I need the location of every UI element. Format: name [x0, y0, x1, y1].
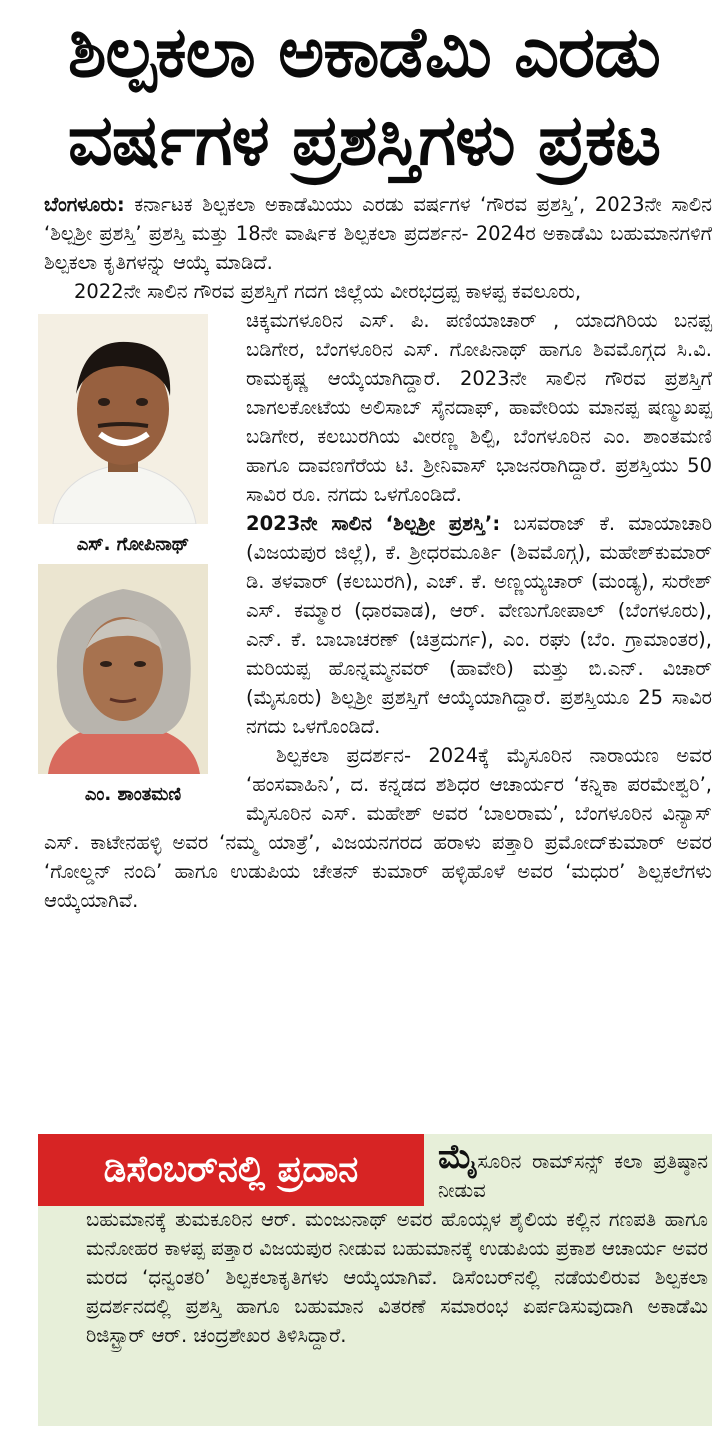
portrait-gopinath-image	[38, 314, 208, 524]
headline-line-2: ವರ್ಷಗಳ ಪ್ರಶಸ್ತಿಗಳು ಪ್ರಕಟ	[67, 99, 661, 181]
callout-title: ಡಿಸೆಂಬರ್‌ನಲ್ಲಿ ಪ್ರದಾನ	[38, 1134, 424, 1206]
dateline: ಬೆಂಗಳೂರು:	[44, 193, 125, 216]
paragraph-honor-rest: ಚಿಕ್ಕಮಗಳೂರಿನ ಎಸ್. ಪಿ. ಪಣಿಯಾಚಾರ್ , ಯಾದಗಿರಿಯ ಬನಪ್ಪ ಬಡಿಗೇರ, ಬೆಂಗಳೂರಿನ ಎಸ್. ಗೋಪಿನಾಥ್ ಹಾಗೂ ಶಿವಮೊಗ್ಗದ ಸಿ.ವಿ. ರಾಮಕೃಷ್ಣ ಆಯ್ಕೆಯಾಗಿದ್ದಾರೆ. 2023ನೇ ಸಾಲಿನ ಗೌರವ ಪ್ರಶಸ್ತಿಗೆ ಬಾಗಲಕೋಟೆಯ ಅಲಿಸಾಬ್ ಸೈನದಾಫ್, ಹಾವೇರಿಯ ಮಾನಪ್ಪ ಷಣ್ಮುಖಪ್ಪ ಬಡಿಗೇರ, ಕಲಬುರಗಿಯ ವೀರಣ್ಣ ಶಿಲ್ಪಿ, ಬೆಂಗಳೂರಿನ ಎಂ. ಶಾಂತಮಣಿ ಹಾಗೂ ದಾವಣಗೆರೆಯ ಟಿ. ಶ್ರೀನಿವಾಸ್ ಭಾಜನರಾಗಿದ್ದಾರೆ. ಪ್ರಶಸ್ತಿಯು 50 ಸಾವಿರ ರೂ. ನಗದು ಒಳಗೊಂಡಿದೆ.	[246, 309, 712, 506]
callout-lead-text: ಸೂರಿನ ರಾಮ್‌ಸನ್ಸ್ ಕಲಾ ಪ್ರತಿಷ್ಠಾನ ನೀಡುವ	[438, 1150, 708, 1202]
paragraph-intro	[44, 190, 712, 277]
caption-gopinath: ಎಸ್. ಗೋಪಿನಾಥ್	[76, 534, 190, 555]
portrait-shanthamani-image	[38, 564, 208, 774]
callout-body: ಬಹುಮಾನಕ್ಕೆ ತುಮಕೂರಿನ ಆರ್. ಮಂಜುನಾಥ್ ಅವರ ಹೊಯ್ಸಳ ಶೈಲಿಯ ಕಲ್ಲಿನ ಗಣಪತಿ ಹಾಗೂ ಮನೋಹರ ಕಾಳಪ್ಪ ಪತ್ತಾರ ವಿಜಯಪುರ ನೀಡುವ ಬಹುಮಾನಕ್ಕೆ ಉಡುಪಿಯ ಪ್ರಕಾಶ ಆಚಾರ್ಯ ಅವರ ಮರದ ‘ಧನ್ವಂತರಿ’ ಶಿಲ್ಪಕಲಾಕೃತಿಗಳು ಆಯ್ಕೆಯಾಗಿವೆ. ಡಿಸೆಂಬರ್‌ನಲ್ಲಿ ನಡೆಯಲಿರುವ ಶಿಲ್ಪಕಲಾ ಪ್ರದರ್ಶನದಲ್ಲಿ ಪ್ರಶಸ್ತಿ ಹಾಗೂ ಬಹುಮಾನ ವಿತರಣೆ ಸಮಾರಂಭ ಏರ್ಪಡಿಸುವುದಾಗಿ ಅಕಾಡೆಮಿ ರಿಜಿಸ್ಟ್ರಾರ್ ಆರ್. ಚಂದ್ರಶೇಖರ ತಿಳಿಸಿದ್ದಾರೆ.	[86, 1208, 708, 1347]
callout-dropcap: ಮೈ	[438, 1137, 478, 1177]
paragraph-exhibition: ಶಿಲ್ಪಕಲಾ ಪ್ರದರ್ಶನ- 2024ಕ್ಕೆ ಮೈಸೂರಿನ ನಾರಾಯಣ ಅವರ ‘ಹಂಸವಾಹಿನಿ’, ದ. ಕನ್ನಡದ ಶಶಿಧರ ಆಚಾರ್ಯರ ‘ಕನ್ನಿಕಾ ಪರಮೇಶ್ವರಿ’, ಮೈಸೂರಿನ ಎಸ್. ಮಹೇಶ್ ಅವರ ‘ಬಾಲರಾಮ’, ಬೆಂಗಳೂರಿನ ವಿನ್ಯಾಸ್ ಎಸ್. ಕಾಟೇನಹಳ್ಳಿ ಅವರ ‘ನಮ್ಮ ಯಾತ್ರೆ’, ವಿಜಯನಗರದ ಹರಾಳು ಪತ್ತಾರಿ ಪ್ರಮೋದ್‌ಕುಮಾರ್ ಅವರ ‘ಗೋಲ್ಡನ್ ನಂದಿ’ ಹಾಗೂ ಉಡುಪಿಯ ಚೇತನ್ ಕುಮಾರ್ ಹಳ್ಳಿಹೊಳೆ ಅವರ ‘ಮಧುರ’ ಶಿಲ್ಪಕಲೆಗಳು ಆಯ್ಕೆಯಾಗಿವೆ.	[44, 744, 712, 912]
headline-line-1: ಶಿಲ್ಪಕಲಾ ಅಕಾಡೆಮಿ ಎರಡು	[68, 11, 660, 93]
caption-shanthamani: ಎಂ. ಶಾಂತಮಣಿ	[84, 784, 182, 805]
paragraph-intro-text: ಕರ್ನಾಟಕ ಶಿಲ್ಪಕಲಾ ಅಕಾಡೆಮಿಯು ಎರಡು ವರ್ಷಗಳ ‘ಗೌರವ ಪ್ರಶಸ್ತಿ’, 2023ನೇ ಸಾಲಿನ ‘ಶಿಲ್ಪಶ್ರೀ ಪ್ರಶಸ್ತಿ’ ಪ್ರಶಸ್ತಿ ಮತ್ತು 18ನೇ ವಾರ್ಷಿಕ ಶಿಲ್ಪಕಲಾ ಪ್ರದರ್ಶನ- 2024ರ ಅಕಾಡೆಮಿ ಬಹುಮಾನಗಳಿಗೆ ಶಿಲ್ಪಕಲಾ ಕೃತಿಗಳನ್ನು ಆಯ್ಕೆ ಮಾಡಿದೆ.	[44, 193, 712, 274]
shilpashri-subhead: 2023ನೇ ಸಾಲಿನ ‘ಶಿಲ್ಪಶ್ರೀ ಪ್ರಶಸ್ತಿ’:	[246, 512, 501, 535]
headline	[0, 8, 728, 184]
portrait-photo-shanthamani	[38, 564, 208, 774]
paragraph-shilpashri-text: ಬಸವರಾಜ್ ಕೆ. ಮಾಯಾಚಾರಿ (ವಿಜಯಪುರ ಜಿಲ್ಲೆ), ಕೆ. ಶ್ರೀಧರಮೂರ್ತಿ (ಶಿವಮೊಗ್ಗ), ಮಹೇಶ್‌ಕುಮಾರ್ ಡಿ. ತಳವಾರ್ (ಕಲಬುರಗಿ), ಎಚ್. ಕೆ. ಅಣ್ಣಯ್ಯಚಾರ್ (ಮಂಡ್ಯ), ಸುರೇಶ್ ಎಸ್. ಕಮ್ಮಾರ (ಧಾರವಾಡ), ಆರ್. ವೇಣುಗೋಪಾಲ್ (ಬೆಂಗಳೂರು), ಎನ್. ಕೆ. ಬಾಬಾಚರಣ್ (ಚಿತ್ರದುರ್ಗ), ಎಂ. ರಘು (ಬೆಂ. ಗ್ರಾಮಾಂತರ), ಮರಿಯಪ್ಪ ಹೊನ್ನಮ್ಮನವರ್ (ಹಾವೇರಿ) ಮತ್ತು ಬಿ.ಎನ್. ವಿಚಾರ್ (ಮೈಸೂರು) ಶಿಲ್ಪಶ್ರೀ ಪ್ರಶಸ್ತಿಗೆ ಆಯ್ಕೆಯಾಗಿದ್ದಾರೆ. ಪ್ರಶಸ್ತಿಯೂ 25 ಸಾವಿರ ನಗದು ಒಳಗೊಂಡಿದೆ.	[246, 512, 713, 738]
paragraph-honor-first-line: 2022ನೇ ಸಾಲಿನ ಗೌರವ ಪ್ರಶಸ್ತಿಗೆ ಗದಗ ಜಿಲ್ಲೆಯ ವೀರಭದ್ರಪ್ಪ ಕಾಳಪ್ಪ ಕವಲೂರು,	[74, 280, 582, 303]
article-body	[44, 190, 712, 915]
photo-column	[38, 314, 232, 810]
portrait-photo-gopinath	[38, 314, 208, 524]
